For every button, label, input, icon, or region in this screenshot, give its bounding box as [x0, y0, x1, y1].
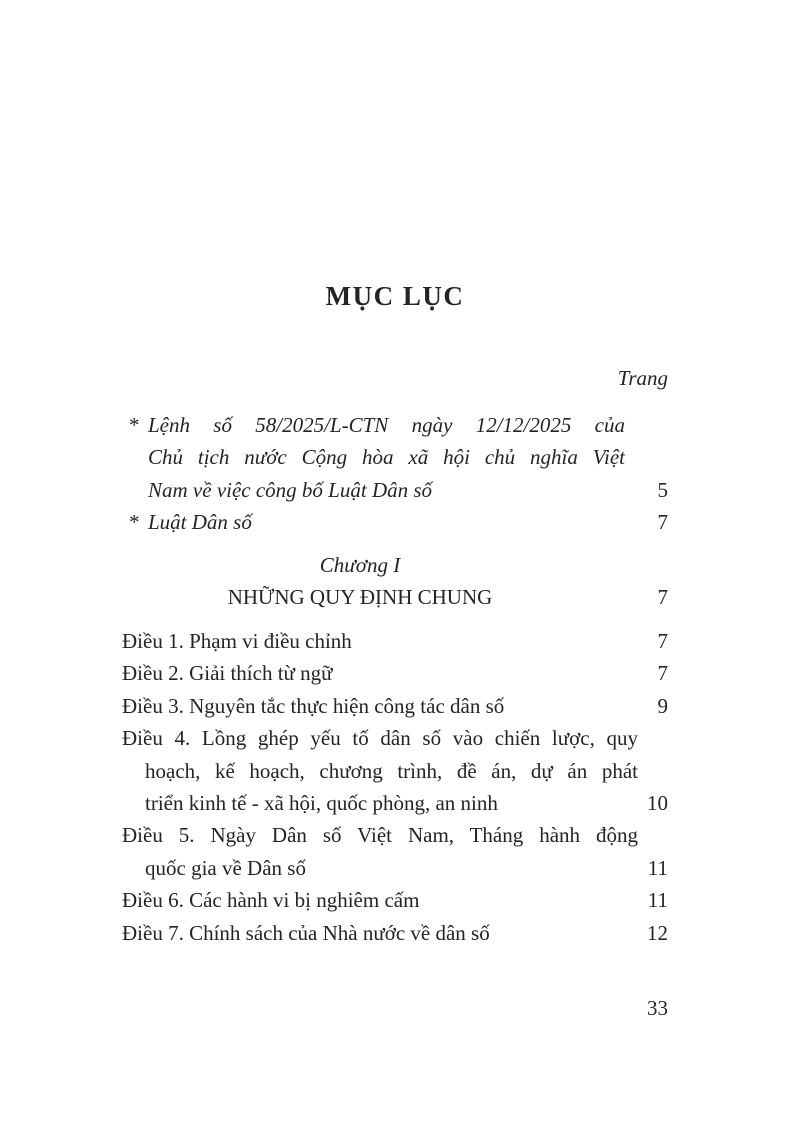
chapter-heading [122, 549, 668, 614]
toc-entry-line: Điều 4. Lồng ghép yếu tố dân số vào chiến lược, quy [122, 726, 638, 751]
toc-entry-line [122, 625, 668, 657]
toc-entry [122, 625, 668, 657]
toc-entry-line: Điều 5. Ngày Dân số Việt Nam, Tháng hành động [122, 823, 638, 848]
toc-entry [122, 884, 668, 916]
toc-page-number: 9 [657, 693, 668, 718]
toc-page-number: 7 [657, 510, 668, 535]
toc-entry-text: Điều 3. Nguyên tắc thực hiện công tác dân số [122, 693, 505, 718]
chapter-title: NHỮNG QUY ĐỊNH CHUNG [227, 585, 493, 610]
toc-page-number: 12 [647, 920, 668, 945]
toc-entry [122, 917, 668, 949]
toc-page-number: 11 [647, 855, 668, 880]
toc-entry-line [122, 657, 668, 689]
toc-entry-line [122, 884, 668, 916]
chapter-title-row [122, 581, 668, 613]
page-title: MỤC LỤC [325, 281, 465, 311]
toc-entry-line: hoạch, kế hoạch, chương trình, đề án, dự án phát [145, 758, 638, 783]
toc-page-number: 11 [647, 888, 668, 913]
toc-entry-line [148, 506, 668, 538]
front-matter-list [122, 409, 668, 539]
asterisk-bullet: * [128, 510, 139, 535]
page-column-header: Trang [617, 366, 668, 390]
toc-entry-line: Chủ tịch nước Cộng hòa xã hội chủ nghĩa Việt [148, 445, 625, 470]
toc-page-number: 7 [657, 585, 668, 610]
toc-content-column [122, 0, 668, 1131]
toc-entry [122, 506, 668, 538]
toc-entry-line [148, 474, 668, 506]
toc-entry [122, 722, 668, 819]
toc-entry-text: Điều 2. Giải thích từ ngữ [122, 661, 333, 686]
toc-entry-text: quốc gia về Dân số [145, 855, 306, 880]
asterisk-bullet: * [128, 413, 139, 437]
toc-page-number: 7 [657, 629, 668, 653]
toc-entry [122, 819, 668, 884]
toc-page-number: 7 [657, 661, 668, 686]
toc-entry-line [122, 787, 668, 819]
toc-entry [122, 690, 668, 722]
toc-entry-text: Điều 1. Phạm vi điều chỉnh [122, 629, 352, 653]
toc-entry-line [122, 852, 668, 884]
toc-page-number: 10 [647, 791, 668, 816]
article-list [122, 625, 668, 949]
folio-page-number: 33 [647, 996, 668, 1020]
toc-entry-line [122, 690, 668, 722]
toc-entry-line: Lệnh số 58/2025/L-CTN ngày 12/12/2025 của [148, 413, 625, 437]
toc-entry [122, 657, 668, 689]
toc-entry-text: Điều 6. Các hành vi bị nghiêm cấm [122, 888, 420, 913]
toc-page-number: 5 [657, 477, 668, 502]
toc-entry-line [122, 917, 668, 949]
toc-entry-text: triển kinh tế - xã hội, quốc phòng, an ninh [145, 791, 498, 816]
chapter-label: Chương I [319, 553, 401, 577]
toc-entry-text: Nam về việc công bố Luật Dân số [148, 477, 433, 502]
toc-entry [122, 409, 668, 506]
toc-entry-text: Luật Dân số [148, 510, 252, 535]
toc-entry-text: Điều 7. Chính sách của Nhà nước về dân số [122, 920, 490, 945]
